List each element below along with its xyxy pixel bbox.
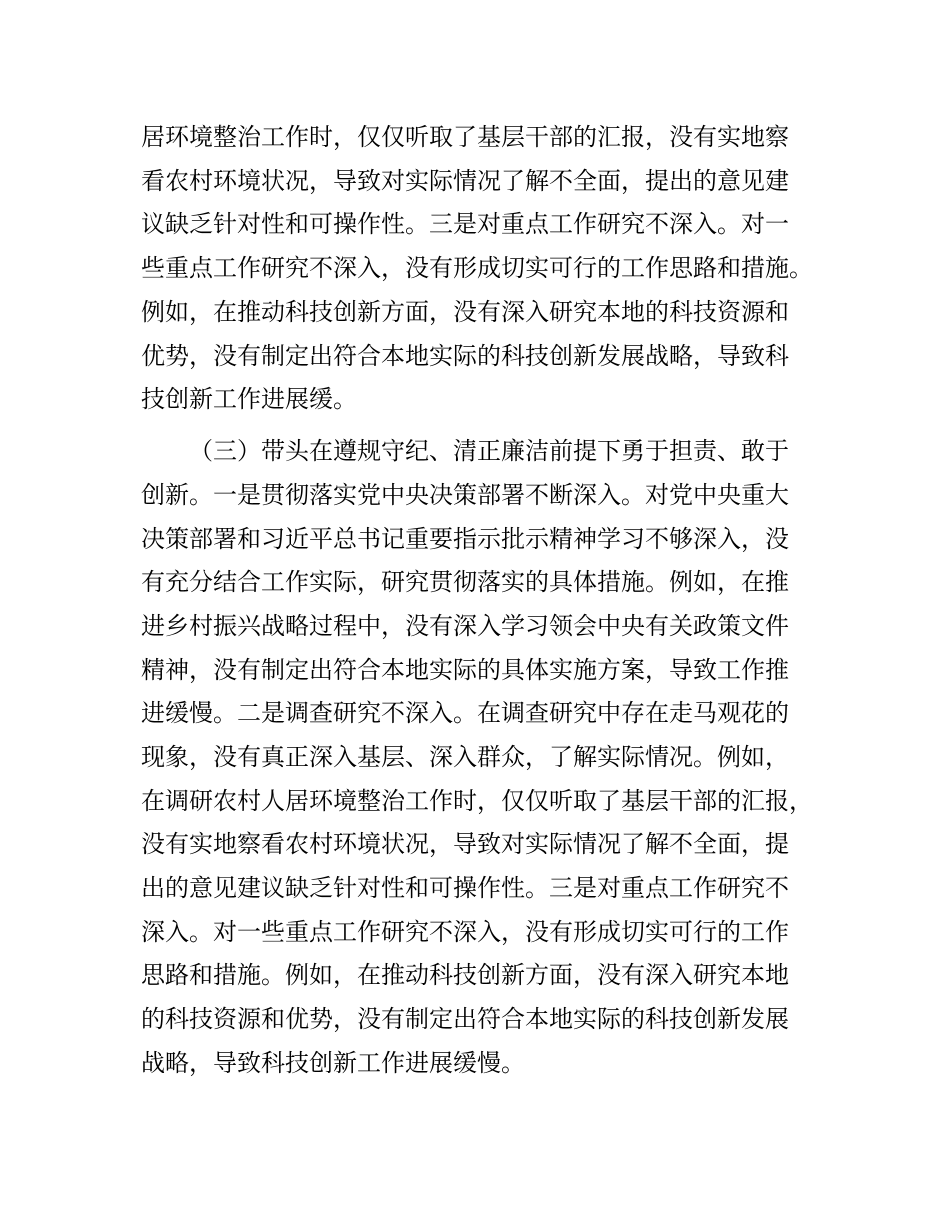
- text-line: 在调研农村人居环境整治工作时，仅仅听取了基层干部的汇报，: [141, 787, 813, 815]
- text-line: 进乡村振兴战略过程中，没有深入学习领会中央有关政策文件: [141, 612, 789, 640]
- text-line: 精神，没有制定出符合本地实际的具体实施方案，导致工作推: [141, 656, 789, 684]
- text-line: 出的意见建议缺乏针对性和可操作性。三是对重点工作研究不: [141, 874, 789, 902]
- text-line: 进缓慢。二是调查研究不深入。在调查研究中存在走马观花的: [141, 699, 789, 727]
- text-line: 有充分结合工作实际，研究贯彻落实的具体措施。例如，在推: [141, 568, 789, 596]
- text-line: 创新。一是贯彻落实党中央决策部署不断深入。对党中央重大: [141, 481, 789, 509]
- section-heading-line: （三）带头在遵规守纪、清正廉洁前提下勇于担责、敢于: [189, 437, 789, 465]
- text-line: 没有实地察看农村环境状况，导致对实际情况了解不全面，提: [141, 830, 789, 858]
- text-line: 的科技资源和优势，没有制定出符合本地实际的科技创新发展: [141, 1005, 789, 1033]
- text-line: 思路和措施。例如，在推动科技创新方面，没有深入研究本地: [141, 961, 789, 989]
- text-line: 优势，没有制定出符合本地实际的科技创新发展战略，导致科: [141, 342, 789, 370]
- text-line: 现象，没有真正深入基层、深入群众，了解实际情况。例如，: [141, 743, 789, 771]
- text-line: 居环境整治工作时，仅仅听取了基层干部的汇报，没有实地察: [141, 123, 789, 151]
- text-line: 战略，导致科技创新工作进展缓慢。: [141, 1049, 525, 1077]
- text-line: 决策部署和习近平总书记重要指示批示精神学习不够深入，没: [141, 525, 789, 553]
- text-line: 技创新工作进展缓。: [141, 385, 357, 413]
- text-line: 深入。对一些重点工作研究不深入，没有形成切实可行的工作: [141, 918, 789, 946]
- text-line: 些重点工作研究不深入，没有形成切实可行的工作思路和措施。: [141, 254, 813, 282]
- text-line: 看农村环境状况，导致对实际情况了解不全面，提出的意见建: [141, 167, 789, 195]
- text-line: 议缺乏针对性和可操作性。三是对重点工作研究不深入。对一: [141, 210, 789, 238]
- text-line: 例如，在推动科技创新方面，没有深入研究本地的科技资源和: [141, 298, 789, 326]
